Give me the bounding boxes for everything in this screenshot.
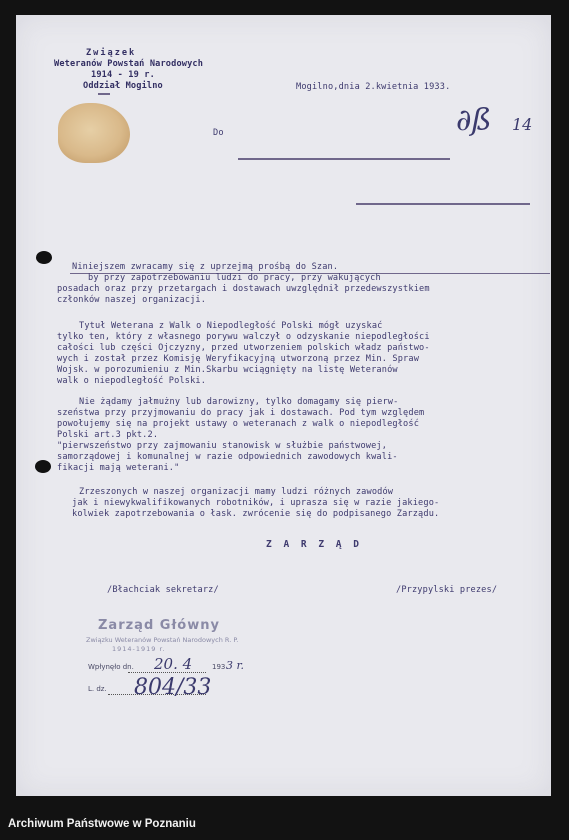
body-line: tylko ten, który z własnego porywu walczył o odzyskanie niepodległości: [57, 332, 430, 342]
letter-page: [16, 15, 551, 796]
body-line: członków naszej organizacji.: [57, 295, 207, 305]
body-line: posadach oraz przy przetargach i dostawach uwzględnił przedewszystkiem: [57, 284, 430, 294]
body-line: walk o niepodległość Polski.: [57, 376, 207, 386]
board-heading: Z A R Z Ą D: [266, 539, 362, 550]
body-line: wych i został przez Komisję Weryfikacyjną utworzoną przez Min. Spraw: [57, 354, 420, 364]
org-years: 1914 - 19 r.: [91, 70, 155, 80]
received-label: Wpłynęło dn.: [88, 663, 134, 671]
body-line: samorządowej i komunalnej w razie odpowiednich zawodowych kwali-: [57, 452, 398, 462]
body-line: Nie żądamy jałmużny lub darowizny, tylko domagamy się pierw-: [79, 397, 399, 407]
org-branch: Oddział Mogilno: [83, 81, 163, 91]
punch-hole-bottom: [35, 460, 51, 473]
place-date: Mogilno,dnia 2.kwietnia 1933.: [296, 82, 451, 92]
handwritten-initials: ∂ß: [456, 103, 492, 138]
body-line: by przy zapotrzebowaniu ludzi do pracy, przy wakujących: [88, 273, 381, 283]
body-line: kolwiek zapotrzebowania o łask. zwrócenie się do podpisanego Zarządu.: [72, 509, 440, 519]
paper-stain: [58, 103, 130, 163]
body-line: Tytuł Weterana z Walk o Niepodległość Polski mógł uzyskać: [79, 321, 383, 331]
body-line: powołujemy się na projekt ustawy o weteranach z walk o niepodległość: [57, 419, 420, 429]
registry-number: 804/33: [134, 675, 212, 700]
number-label: L. dz.: [88, 685, 107, 693]
body-line: szeństwa przy przyjmowaniu do pracy jak i dostawach. Pod tym względem: [57, 408, 425, 418]
year-prefix: 193: [212, 663, 226, 671]
year-suffix: 3 r.: [226, 659, 245, 672]
addressee-line-1: [238, 158, 450, 160]
handwritten-reference: 14: [512, 115, 533, 134]
body-line: Zrzeszonych w naszej organizacji mamy ludzi różnych zawodów: [79, 487, 394, 497]
addressee-line-2: [356, 203, 530, 205]
letterhead-underline: [98, 93, 110, 95]
punch-hole-top: [36, 251, 52, 264]
body-line: "pierwszeństwo przy zajmowaniu stanowisk w służbie państwowej,: [57, 441, 388, 451]
body-line: Polski art.3 pkt.2.: [57, 430, 159, 440]
received-date: 20. 4: [154, 655, 193, 673]
body-line: Niniejszem zwracamy się z uprzejmą prośbą do Szan.: [72, 262, 339, 272]
addressee-label: Do: [213, 128, 224, 138]
org-name-line1: Związek: [86, 48, 137, 58]
archive-name: Archiwum Państwowe w Poznaniu: [8, 818, 196, 830]
body-line: jak i niewykwalifikowanych robotników, i uprasza się w razie jakiego-: [72, 498, 440, 508]
org-name-line2: Weteranów Powstań Narodowych: [54, 59, 204, 69]
body-line: fikacji mają weterani.": [57, 463, 180, 473]
president-signature: /Przypylski prezes/: [396, 585, 498, 595]
stamp-title: Zarząd Główny: [98, 618, 220, 633]
body-line: całości lub części Ojczyzny, przed utworzeniem polskich władz państwo-: [57, 343, 430, 353]
body-line: Wojsk. w porozumieniu z Min.Skarbu wciągnięty na listę Weteranów: [57, 365, 398, 375]
stamp-line2: Związku Weteranów Powstań Narodowych R. P.: [86, 636, 239, 644]
archive-footer: [0, 811, 569, 840]
stamp-line3: 1914-1919 r.: [112, 645, 166, 653]
secretary-signature: /Błachciak sekretarz/: [107, 585, 219, 595]
